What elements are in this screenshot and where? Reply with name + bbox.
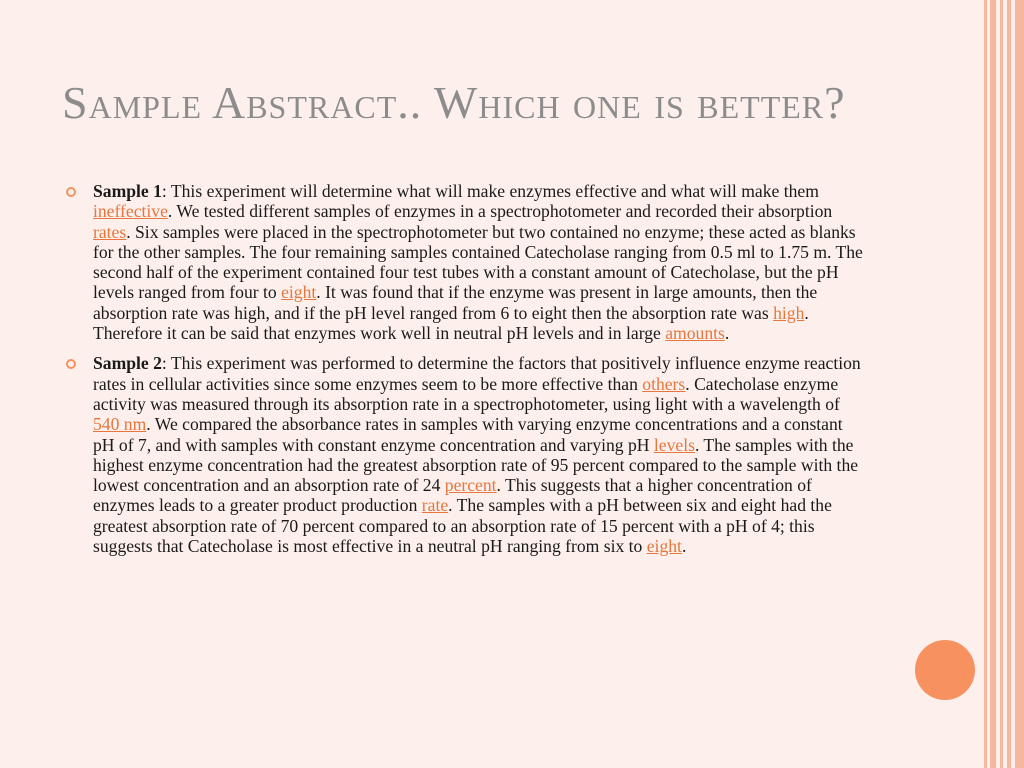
hyperlink[interactable]: rates (93, 221, 127, 242)
text-segment: : This experiment was performed to determine the factors that positively influence enzyme reaction rates in cellular activities since some enzymes seem to be more effective than (93, 353, 861, 394)
bullet-ring-icon (66, 359, 76, 369)
text-segment: . Six samples were placed in the spectrophotometer but two contained no enzyme; these acted as blanks for the other samples. The four remaining samples contained Catecholase ranging from 0.5 ml to 1.75 m. The second half of the experiment contained four test tubes with a constant amount of Catecholase, but the pH levels ranged from four to (93, 221, 863, 303)
text-segment: . This suggests that a higher concentration of enzymes leads to a greater product production (93, 475, 812, 516)
hyperlink[interactable]: ineffective (93, 201, 168, 222)
hyperlink[interactable]: high (773, 302, 805, 323)
text-segment: . The samples with the highest enzyme concentration had the greatest absorption rate of 95 percent compared to the sample with the lowest concentration and an absorption rate of 24 (93, 434, 859, 496)
bullet-item-sample-2 (64, 353, 864, 556)
decorative-stripe (984, 0, 987, 768)
bullet-ring-icon (66, 187, 76, 197)
hyperlink[interactable]: 540 nm (93, 414, 147, 435)
decorative-stripe (1000, 0, 1003, 768)
hyperlink[interactable]: percent (444, 475, 497, 496)
hyperlink[interactable]: eight (281, 282, 317, 303)
text-segment: . Catecholase enzyme activity was measured through its absorption rate in a spectrophotometer, using light with a wavelength of (93, 373, 840, 414)
decorative-circle (915, 640, 975, 700)
text-segment: . It was found that if the enzyme was present in large amounts, then the absorption rate was high, and if the pH level ranged from 6 to eight then the absorption rate was (93, 282, 818, 323)
text-segment: . We compared the absorbance rates in samples with varying enzyme concentrations and a constant pH of 7, and with samples with constant enzyme concentration and varying pH (93, 414, 843, 455)
bullet-item-sample-1 (64, 181, 864, 343)
text-segment: . (681, 536, 687, 557)
text-segment: . Therefore it can be said that enzymes work well in neutral pH levels and in large (93, 302, 809, 344)
bullet-text (93, 181, 864, 343)
decorative-stripe (1015, 0, 1024, 768)
decorative-stripe (1007, 0, 1011, 768)
text-segment: : This experiment will determine what will make enzymes effective and what will make them (161, 181, 819, 201)
hyperlink[interactable]: others (642, 373, 686, 394)
text-segment: . (724, 323, 730, 344)
sample-label: Sample 1 (93, 181, 162, 201)
decorative-stripe (990, 0, 996, 768)
sample-label: Sample 2 (93, 353, 162, 374)
text-segment: . The samples with a pH between six and eight had the greatest absorption rate of 70 percent compared to an absorption rate of 15 percent with a pH of 4; this suggests that Catecholase is most effective in a neutral pH ranging from six to (93, 495, 832, 557)
bullet-list (64, 181, 864, 566)
hyperlink[interactable]: amounts (665, 323, 725, 344)
bullet-text (93, 353, 864, 556)
hyperlink[interactable]: eight (646, 536, 682, 557)
slide-title: Sample Abstract.. Which one is better? (62, 77, 846, 128)
text-segment: . We tested different samples of enzymes in a spectrophotometer and recorded their absorption (167, 201, 833, 222)
hyperlink[interactable]: levels (653, 434, 695, 455)
hyperlink[interactable]: rate (421, 495, 449, 516)
